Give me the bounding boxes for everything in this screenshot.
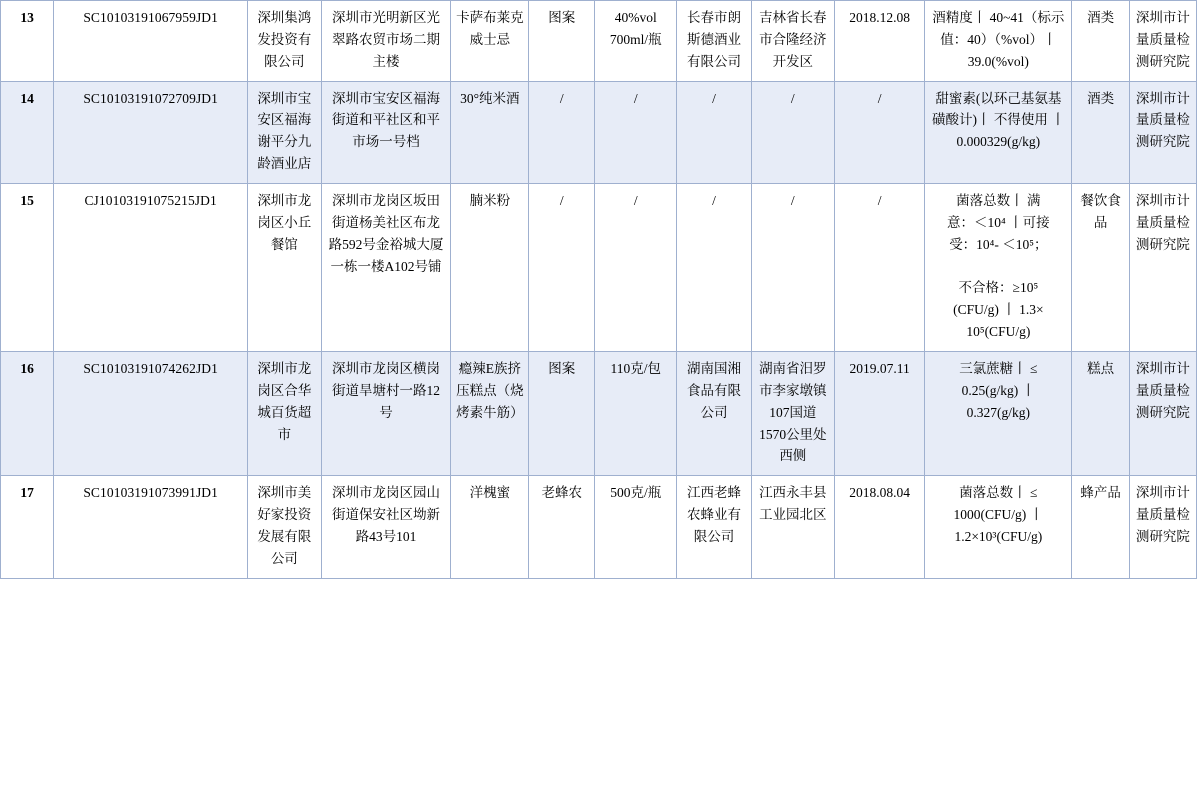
sample-code: SC10103191074262JD1: [54, 352, 248, 476]
food-category: 蜂产品: [1072, 476, 1130, 578]
inspected-unit: 深圳市美好家投资发展有限公司: [248, 476, 321, 578]
row-index: 15: [1, 184, 54, 352]
testing-agency: 深圳市计量质量检测研究院: [1129, 1, 1196, 82]
row-index: 13: [1, 1, 54, 82]
failed-item-line: 菌落总数丨 满: [956, 193, 1041, 209]
inspected-unit-address: 深圳市龙岗区园山街道保安社区坳新路43号101: [321, 476, 451, 578]
production-date: 2018.08.04: [834, 476, 925, 578]
product-name: 卡萨布莱克威士忌: [451, 1, 529, 82]
production-date: /: [834, 81, 925, 183]
sample-code: CJ10103191075215JD1: [54, 184, 248, 352]
producer: /: [677, 81, 752, 183]
table-row: [1, 184, 1197, 352]
producer: 湖南国湘食品有限公司: [677, 352, 752, 476]
failed-item: 甜蜜素(以环己基氨基磺酸计)丨 不得使用 丨 0.000329(g/kg): [925, 81, 1072, 183]
brand: /: [529, 81, 595, 183]
row-index: 17: [1, 476, 54, 578]
inspected-unit: 深圳市龙岗区合华城百货超市: [248, 352, 321, 476]
failed-item-line: (CFU/g) 丨 1.3×: [953, 302, 1044, 318]
production-date: 2018.12.08: [834, 1, 925, 82]
brand: 图案: [529, 1, 595, 82]
producer-address: 吉林省长春市合隆经济开发区: [751, 1, 834, 82]
failed-item-line: [929, 256, 1067, 278]
inspected-unit-address: 深圳市宝安区福海街道和平社区和平市场一号档: [321, 81, 451, 183]
spec-model: /: [595, 184, 677, 352]
producer: 长春市朗斯德酒业有限公司: [677, 1, 752, 82]
sample-code: SC10103191067959JD1: [54, 1, 248, 82]
product-name: 30°纯米酒: [451, 81, 529, 183]
production-date: /: [834, 184, 925, 352]
inspected-unit-address: 深圳市龙岗区坂田街道杨美社区布龙路592号金裕城大厦一栋一楼A102号铺: [321, 184, 451, 352]
failed-item-line: 意：＜10⁴ 丨可接: [947, 214, 1050, 230]
row-index: 16: [1, 352, 54, 476]
food-category: 餐饮食品: [1072, 184, 1130, 352]
producer: /: [677, 184, 752, 352]
product-name: 瘾辣E族挤压糕点（烧烤素牛筋）: [451, 352, 529, 476]
failed-item: 菌落总数丨 ≤ 1000(CFU/g) 丨 1.2×10³(CFU/g): [925, 476, 1072, 578]
failed-item-line: 不合格：≥10⁵: [958, 280, 1039, 296]
spec-model: 500克/瓶: [595, 476, 677, 578]
production-date: 2019.07.11: [834, 352, 925, 476]
inspected-unit: 深圳集鸿发投资有限公司: [248, 1, 321, 82]
food-category: 酒类: [1072, 81, 1130, 183]
sample-code: SC10103191072709JD1: [54, 81, 248, 183]
table-body: [1, 1, 1197, 579]
producer-address: /: [751, 184, 834, 352]
row-index: 14: [1, 81, 54, 183]
producer-address: 湖南省汨罗市李家墩镇107国道1570公里处西侧: [751, 352, 834, 476]
testing-agency: 深圳市计量质量检测研究院: [1129, 352, 1196, 476]
inspected-unit-address: 深圳市龙岗区横岗街道旱塘村一路12号: [321, 352, 451, 476]
failed-item: 三氯蔗糖丨 ≤ 0.25(g/kg) 丨 0.327(g/kg): [925, 352, 1072, 476]
table-row: [1, 352, 1197, 476]
failed-item-line: 受：10⁴- ＜10⁵；: [949, 236, 1048, 252]
failed-item: 酒精度丨 40~41（标示值：40）（%vol）丨 39.0(%vol): [925, 1, 1072, 82]
producer-address: 江西永丰县工业园北区: [751, 476, 834, 578]
spec-model: 40%vol 700ml/瓶: [595, 1, 677, 82]
brand: /: [529, 184, 595, 352]
table-row: [1, 81, 1197, 183]
failed-item-line: 10⁵(CFU/g): [966, 324, 1031, 340]
table-row: [1, 476, 1197, 578]
spec-model: /: [595, 81, 677, 183]
table-row: [1, 1, 1197, 82]
spec-model: 110克/包: [595, 352, 677, 476]
testing-agency: 深圳市计量质量检测研究院: [1129, 476, 1196, 578]
brand: 老蜂农: [529, 476, 595, 578]
testing-agency: 深圳市计量质量检测研究院: [1129, 184, 1196, 352]
product-name: 腩米粉: [451, 184, 529, 352]
product-name: 洋槐蜜: [451, 476, 529, 578]
producer-address: /: [751, 81, 834, 183]
brand: 图案: [529, 352, 595, 476]
producer: 江西老蜂农蜂业有限公司: [677, 476, 752, 578]
food-category: 糕点: [1072, 352, 1130, 476]
inspected-unit-address: 深圳市光明新区光翠路农贸市场二期主楼: [321, 1, 451, 82]
failed-item: [925, 184, 1072, 352]
inspected-unit: 深圳市龙岗区小丘餐馆: [248, 184, 321, 352]
food-category: 酒类: [1072, 1, 1130, 82]
testing-agency: 深圳市计量质量检测研究院: [1129, 81, 1196, 183]
sample-code: SC10103191073991JD1: [54, 476, 248, 578]
inspected-unit: 深圳市宝安区福海谢平分九龄酒业店: [248, 81, 321, 183]
